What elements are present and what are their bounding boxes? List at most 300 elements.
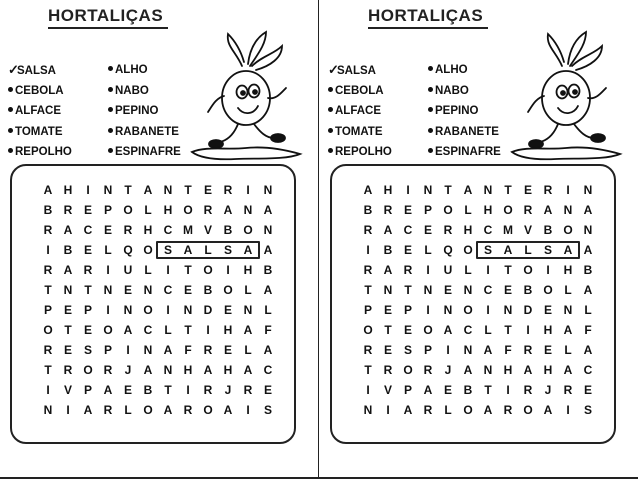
grid-letter: A xyxy=(63,263,73,277)
grid-letter: R xyxy=(443,223,453,237)
grid-letter: I xyxy=(566,403,570,417)
grid-letter: R xyxy=(383,363,393,377)
grid-letter: Q xyxy=(443,243,453,257)
grid-letter: R xyxy=(363,263,373,277)
grid-letter: P xyxy=(423,203,432,217)
grid-letter: B xyxy=(463,383,473,397)
grid-letter: O xyxy=(143,243,153,257)
grid-letter: H xyxy=(463,223,473,237)
grid-letter: P xyxy=(423,343,432,357)
worksheet-title: HORTALIÇAS xyxy=(368,6,484,25)
grid-row xyxy=(358,180,598,200)
grid-letter: R xyxy=(43,343,53,357)
grid-letter: E xyxy=(123,383,132,397)
grid-letter: P xyxy=(363,303,372,317)
grid-letter: A xyxy=(423,383,433,397)
grid-letter: H xyxy=(223,363,233,377)
grid-row xyxy=(38,340,278,360)
grid-letter: C xyxy=(583,363,593,377)
grid-letter: S xyxy=(483,243,492,257)
bullet-icon xyxy=(328,87,333,92)
grid-letter: P xyxy=(83,303,92,317)
grid-letter: N xyxy=(143,283,153,297)
grid-letter: J xyxy=(444,363,452,377)
grid-letter: T xyxy=(44,363,52,377)
grid-letter: B xyxy=(263,263,273,277)
grid-letter: S xyxy=(403,343,412,357)
grid-letter: B xyxy=(383,243,393,257)
grid-letter: A xyxy=(583,343,593,357)
grid-letter: R xyxy=(183,403,193,417)
grid-letter: H xyxy=(63,183,73,197)
grid-letter: R xyxy=(43,263,53,277)
grid-letter: D xyxy=(203,303,213,317)
grid-row xyxy=(38,320,278,340)
grid-letter: I xyxy=(546,263,550,277)
grid-letter: A xyxy=(263,243,273,257)
word-item-alface: ALFACE xyxy=(8,101,72,122)
grid-letter: N xyxy=(243,303,253,317)
grid-letter: O xyxy=(243,223,253,237)
grid-letter: O xyxy=(43,323,53,337)
grid-letter: T xyxy=(184,263,192,277)
grid-letter: A xyxy=(263,283,273,297)
grid-letter: E xyxy=(543,303,552,317)
grid-letter: B xyxy=(363,203,373,217)
grid-letter: T xyxy=(444,183,452,197)
grid-letter: I xyxy=(166,303,170,317)
word-item-rabanete: RABANETE xyxy=(108,122,181,143)
grid-letter: E xyxy=(83,323,92,337)
grid-letter: E xyxy=(223,343,232,357)
bullet-icon xyxy=(108,107,113,112)
grid-letter: A xyxy=(483,343,493,357)
grid-letter: I xyxy=(426,303,430,317)
grid-letter: A xyxy=(123,323,133,337)
grid-letter: U xyxy=(443,263,453,277)
grid-row xyxy=(358,300,598,320)
grid-letter: J xyxy=(544,383,552,397)
grid-letter: A xyxy=(563,323,573,337)
grid-letter: A xyxy=(263,203,273,217)
grid-letter: I xyxy=(486,263,490,277)
grid-letter: I xyxy=(206,323,210,337)
grid-letter: R xyxy=(363,343,373,357)
grid-letter: I xyxy=(526,323,530,337)
bullet-icon xyxy=(108,128,113,133)
grid-letter: C xyxy=(143,323,153,337)
grid-letter: L xyxy=(124,403,132,417)
grid-letter: O xyxy=(183,203,193,217)
grid-letter: O xyxy=(103,323,113,337)
grid-letter: F xyxy=(584,323,592,337)
grid-letter: R xyxy=(43,223,53,237)
grid-letter: E xyxy=(223,303,232,317)
grid-letter: S xyxy=(83,343,92,357)
grid-letter: R xyxy=(203,343,213,357)
grid-letter: A xyxy=(43,183,53,197)
bullet-icon xyxy=(8,128,13,133)
grid-row xyxy=(358,380,598,400)
grid-letter: E xyxy=(103,223,112,237)
grid-letter: R xyxy=(383,203,393,217)
grid-letter: L xyxy=(484,323,492,337)
grid-letter: I xyxy=(106,263,110,277)
worksheet-left xyxy=(0,0,318,477)
grid-letter: T xyxy=(184,323,192,337)
word-item-repolho: REPOLHO xyxy=(328,142,392,163)
grid-letter: E xyxy=(183,283,192,297)
grid-letter: R xyxy=(423,363,433,377)
grid-letter: H xyxy=(163,203,173,217)
grid-letter: T xyxy=(184,183,192,197)
vegetable-mascot-icon xyxy=(506,26,624,162)
grid-letter: A xyxy=(403,403,413,417)
grid-letter: H xyxy=(483,203,493,217)
grid-letter: S xyxy=(223,243,232,257)
word-item-alho: ALHO xyxy=(108,60,181,81)
grid-letter: I xyxy=(566,183,570,197)
grid-letter: T xyxy=(364,283,372,297)
grid-letter: C xyxy=(83,223,93,237)
grid-letter: N xyxy=(463,343,473,357)
grid-letter: A xyxy=(543,203,553,217)
grid-letter: A xyxy=(163,403,173,417)
grid-letter: N xyxy=(143,343,153,357)
bullet-icon xyxy=(428,128,433,133)
grid-letter: E xyxy=(503,283,512,297)
grid-letter: D xyxy=(523,303,533,317)
grid-letter: E xyxy=(403,243,412,257)
grid-letter: I xyxy=(426,263,430,277)
grid-letter: A xyxy=(223,403,233,417)
grid-letter: N xyxy=(463,283,473,297)
grid-letter: E xyxy=(383,343,392,357)
grid-letter: J xyxy=(224,383,232,397)
word-search-frame xyxy=(330,164,616,444)
grid-letter: E xyxy=(403,323,412,337)
grid-letter: E xyxy=(423,223,432,237)
grid-row xyxy=(38,380,278,400)
grid-letter: V xyxy=(383,383,392,397)
grid-letter: R xyxy=(503,403,513,417)
word-item-alho: ALHO xyxy=(428,60,501,81)
grid-letter: C xyxy=(163,283,173,297)
grid-letter: C xyxy=(483,223,493,237)
grid-letter: I xyxy=(366,243,370,257)
word-item-cebola: CEBOLA xyxy=(328,81,392,102)
grid-letter: A xyxy=(543,403,553,417)
grid-letter: B xyxy=(543,223,553,237)
grid-letter: T xyxy=(84,283,92,297)
grid-letter: B xyxy=(203,283,213,297)
grid-row xyxy=(358,200,598,220)
grid-letter: A xyxy=(383,223,393,237)
grid-letter: O xyxy=(143,403,153,417)
grid-letter: I xyxy=(386,403,390,417)
worksheet-right xyxy=(320,0,638,477)
grid-letter: I xyxy=(246,183,250,197)
grid-row xyxy=(358,360,598,380)
grid-letter: H xyxy=(223,323,233,337)
checkmark-icon: ✓ xyxy=(8,62,19,77)
grid-letter: H xyxy=(383,183,393,197)
found-word-highlight xyxy=(476,241,580,259)
grid-letter: R xyxy=(103,363,113,377)
grid-letter: N xyxy=(243,203,253,217)
grid-letter: O xyxy=(463,403,473,417)
grid-letter: E xyxy=(443,283,452,297)
grid-letter: O xyxy=(503,203,513,217)
grid-letter: S xyxy=(543,243,552,257)
grid-letter: L xyxy=(144,203,152,217)
grid-letter: A xyxy=(583,243,593,257)
grid-letter: U xyxy=(123,263,133,277)
grid-letter: T xyxy=(64,323,72,337)
bullet-icon xyxy=(8,107,13,112)
grid-letter: M xyxy=(183,223,193,237)
grid-letter: I xyxy=(186,383,190,397)
grid-letter: V xyxy=(203,223,212,237)
grid-row xyxy=(38,280,278,300)
grid-letter: A xyxy=(583,203,593,217)
bullet-icon xyxy=(108,148,113,153)
word-item-tomate: TOMATE xyxy=(328,122,392,143)
vegetable-mascot-icon xyxy=(186,26,304,162)
grid-letter: V xyxy=(63,383,72,397)
grid-letter: N xyxy=(563,303,573,317)
grid-letter: C xyxy=(483,283,493,297)
grid-letter: A xyxy=(443,323,453,337)
grid-letter: N xyxy=(383,283,393,297)
word-item-pepino: PEPINO xyxy=(428,101,501,122)
grid-letter: E xyxy=(83,243,92,257)
grid-letter: N xyxy=(103,283,113,297)
grid-letter: A xyxy=(383,263,393,277)
grid-letter: A xyxy=(143,183,153,197)
grid-letter: N xyxy=(163,183,173,197)
grid-letter: E xyxy=(403,203,412,217)
grid-letter: R xyxy=(403,263,413,277)
grid-letter: B xyxy=(523,283,533,297)
bullet-icon xyxy=(328,128,333,133)
word-list-col1 xyxy=(328,60,392,163)
grid-letter: O xyxy=(463,303,473,317)
word-item-espinafre: ESPINAFRE xyxy=(428,142,501,163)
grid-letter: N xyxy=(483,183,493,197)
title-underline xyxy=(48,27,168,29)
grid-letter: I xyxy=(446,343,450,357)
grid-letter: A xyxy=(463,363,473,377)
grid-letter: A xyxy=(243,243,253,257)
grid-letter: N xyxy=(163,363,173,377)
grid-letter: H xyxy=(183,363,193,377)
grid-letter: B xyxy=(143,383,153,397)
grid-row xyxy=(358,280,598,300)
bullet-icon xyxy=(428,107,433,112)
grid-row xyxy=(38,400,278,420)
grid-letter: O xyxy=(143,303,153,317)
grid-letter: N xyxy=(583,223,593,237)
grid-letter: P xyxy=(43,303,52,317)
grid-letter: C xyxy=(163,223,173,237)
grid-letter: A xyxy=(83,403,93,417)
grid-letter: P xyxy=(103,343,112,357)
grid-letter: S xyxy=(163,243,172,257)
grid-letter: B xyxy=(63,243,73,257)
grid-letter: F xyxy=(264,323,272,337)
grid-letter: H xyxy=(543,363,553,377)
grid-letter: A xyxy=(563,243,573,257)
grid-letter: O xyxy=(83,363,93,377)
page-divider xyxy=(318,0,319,479)
grid-letter: A xyxy=(163,343,173,357)
grid-letter: B xyxy=(583,263,593,277)
checkmark-icon: ✓ xyxy=(328,62,339,77)
grid-letter: N xyxy=(123,303,133,317)
word-item-alface: ALFACE xyxy=(328,101,392,122)
grid-letter: L xyxy=(264,303,272,317)
grid-letter: L xyxy=(584,303,592,317)
grid-letter: F xyxy=(184,343,192,357)
grid-letter: S xyxy=(583,403,592,417)
grid-letter: R xyxy=(523,203,533,217)
grid-letter: L xyxy=(564,343,572,357)
grid-letter: H xyxy=(243,263,253,277)
grid-letter: E xyxy=(383,303,392,317)
grid-letter: L xyxy=(144,263,152,277)
grid-letter: T xyxy=(504,323,512,337)
grid-row xyxy=(38,260,278,280)
grid-letter: B xyxy=(223,223,233,237)
grid-letter: O xyxy=(543,283,553,297)
grid-letter: M xyxy=(503,223,513,237)
word-item-tomate: TOMATE xyxy=(8,122,72,143)
grid-letter: R xyxy=(243,383,253,397)
grid-letter: I xyxy=(246,403,250,417)
grid-letter: L xyxy=(164,323,172,337)
word-search-grid xyxy=(358,180,598,420)
grid-letter: A xyxy=(263,343,273,357)
grid-letter: N xyxy=(583,183,593,197)
grid-letter: I xyxy=(406,183,410,197)
grid-letter: N xyxy=(563,203,573,217)
grid-letter: I xyxy=(66,403,70,417)
grid-letter: C xyxy=(263,363,273,377)
grid-letter: A xyxy=(223,203,233,217)
bullet-icon xyxy=(8,87,13,92)
grid-letter: L xyxy=(204,243,212,257)
grid-letter: T xyxy=(364,363,372,377)
word-list-col2 xyxy=(428,60,501,163)
grid-letter: I xyxy=(506,383,510,397)
grid-letter: P xyxy=(403,383,412,397)
word-item-pepino: PEPINO xyxy=(108,101,181,122)
grid-letter: A xyxy=(463,183,473,197)
grid-row xyxy=(358,400,598,420)
bullet-icon xyxy=(8,148,13,153)
grid-letter: B xyxy=(43,203,53,217)
grid-letter: N xyxy=(423,283,433,297)
grid-letter: R xyxy=(523,383,533,397)
grid-letter: A xyxy=(363,183,373,197)
grid-letter: L xyxy=(424,243,432,257)
grid-row xyxy=(38,360,278,380)
grid-letter: R xyxy=(523,343,533,357)
grid-letter: I xyxy=(86,183,90,197)
grid-letter: O xyxy=(403,363,413,377)
grid-letter: T xyxy=(404,283,412,297)
grid-letter: N xyxy=(263,183,273,197)
bullet-icon xyxy=(328,107,333,112)
grid-letter: R xyxy=(203,383,213,397)
grid-letter: L xyxy=(564,283,572,297)
grid-letter: E xyxy=(123,283,132,297)
grid-letter: N xyxy=(263,223,273,237)
grid-letter: A xyxy=(523,363,533,377)
grid-letter: H xyxy=(503,363,513,377)
grid-letter: V xyxy=(523,223,532,237)
grid-letter: L xyxy=(464,203,472,217)
grid-letter: O xyxy=(523,403,533,417)
grid-letter: I xyxy=(486,303,490,317)
grid-letter: A xyxy=(63,223,73,237)
grid-letter: A xyxy=(143,363,153,377)
word-item-salsa: ✓SALSA xyxy=(8,60,72,81)
grid-letter: T xyxy=(124,183,132,197)
grid-letter: L xyxy=(104,243,112,257)
grid-letter: N xyxy=(63,283,73,297)
grid-letter: J xyxy=(124,363,132,377)
grid-letter: A xyxy=(563,363,573,377)
grid-row xyxy=(38,180,278,200)
word-item-espinafre: ESPINAFRE xyxy=(108,142,181,163)
bullet-icon xyxy=(428,87,433,92)
grid-letter: A xyxy=(203,363,213,377)
word-list-col2 xyxy=(108,60,181,163)
grid-letter: N xyxy=(103,183,113,197)
grid-row xyxy=(38,300,278,320)
grid-letter: N xyxy=(483,363,493,377)
word-item-nabo: NABO xyxy=(428,81,501,102)
grid-letter: A xyxy=(243,363,253,377)
grid-letter: A xyxy=(483,403,493,417)
grid-letter: T xyxy=(384,323,392,337)
grid-letter: O xyxy=(203,403,213,417)
grid-letter: E xyxy=(203,183,212,197)
grid-letter: R xyxy=(83,263,93,277)
bullet-icon xyxy=(108,66,113,71)
grid-letter: A xyxy=(583,283,593,297)
grid-letter: N xyxy=(503,303,513,317)
grid-letter: H xyxy=(543,323,553,337)
grid-row xyxy=(358,340,598,360)
grid-letter: P xyxy=(83,383,92,397)
grid-letter: I xyxy=(226,263,230,277)
grid-letter: E xyxy=(583,383,592,397)
bullet-icon xyxy=(328,148,333,153)
word-list-col1 xyxy=(8,60,72,163)
grid-letter: H xyxy=(143,223,153,237)
grid-letter: R xyxy=(123,223,133,237)
word-item-cebola: CEBOLA xyxy=(8,81,72,102)
grid-letter: R xyxy=(63,203,73,217)
grid-letter: I xyxy=(126,343,130,357)
grid-letter: O xyxy=(523,263,533,277)
grid-letter: I xyxy=(46,383,50,397)
grid-letter: O xyxy=(423,323,433,337)
word-search-frame xyxy=(10,164,296,444)
